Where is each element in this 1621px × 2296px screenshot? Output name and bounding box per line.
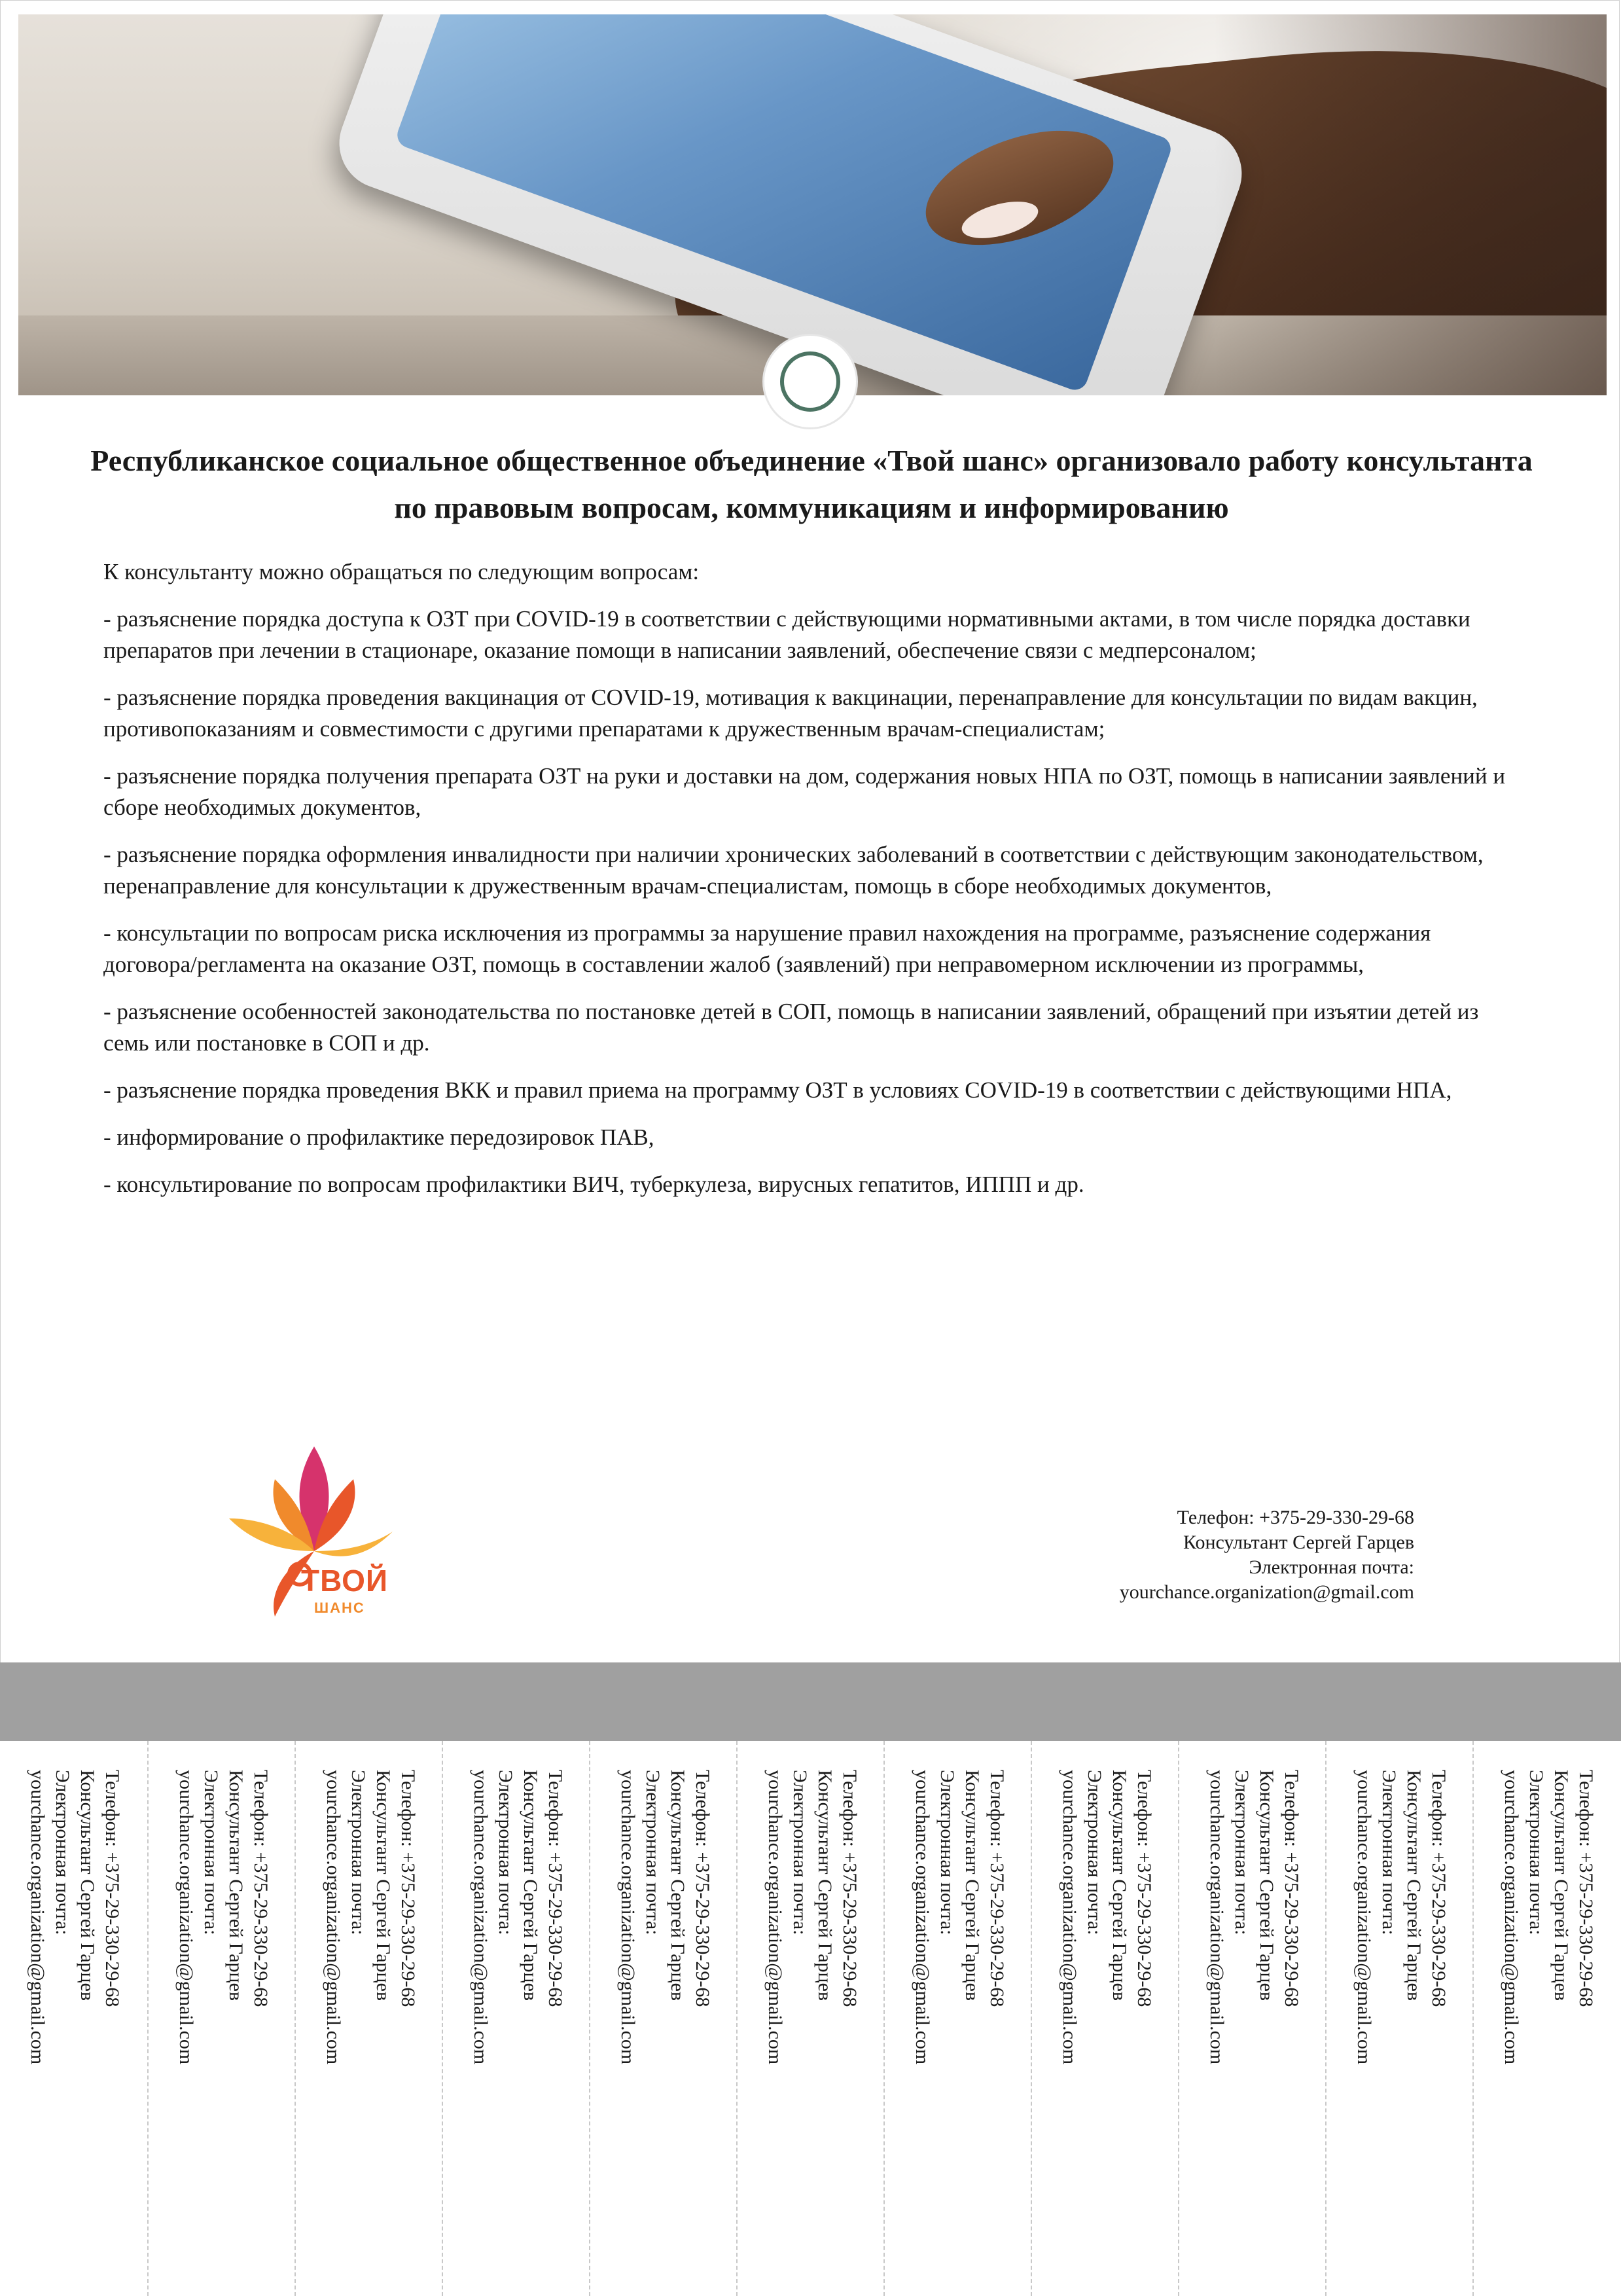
circle-ornament-ring	[780, 351, 840, 412]
tear-off-tab[interactable]	[147, 1741, 294, 2296]
tab-phone: Телефон: +375-29-330-29-68	[1428, 1770, 1450, 2007]
tab-phone: Телефон: +375-29-330-29-68	[397, 1770, 419, 2007]
tab-consultant: Консультант Сергей Гарцев	[225, 1770, 247, 2001]
contact-phone: Телефон: +375-29-330-29-68	[1177, 1507, 1414, 1528]
tab-phone: Телефон: +375-29-330-29-68	[1575, 1770, 1597, 2007]
tear-off-tab[interactable]	[0, 1741, 147, 2296]
intro-text: К консультанту можно обращаться по следующим вопросам:	[103, 559, 700, 584]
tab-email: yourchance.organization@gmail.com	[617, 1770, 639, 2065]
list-item: - разъяснение порядка проведения ВКК и правил приема на программу ОЗТ в условиях COVID-19 в соответствии с действующими НПА,	[103, 1077, 1452, 1103]
logo-wordmark: ТВОЙ	[301, 1564, 389, 1598]
tab-email-label: Электронная почта:	[495, 1770, 516, 1935]
tear-off-tab[interactable]	[1325, 1741, 1472, 2296]
tab-consultant: Консультант Сергей Гарцев	[667, 1770, 688, 2001]
tab-consultant: Консультант Сергей Гарцев	[520, 1770, 541, 2001]
tab-phone: Телефон: +375-29-330-29-68	[101, 1770, 123, 2007]
tear-off-tab[interactable]	[589, 1741, 736, 2296]
tab-email-label: Электронная почта:	[789, 1770, 811, 1935]
contact-consultant: Консультант Сергей Гарцев	[1183, 1532, 1414, 1553]
list-item: - разъяснение порядка оформления инвалидности при наличии хронических заболеваний в соответствии с действующим законодательством, перенаправление для консультации к дружественным врачам-специалистам, помощь в сборе необходимых документов,	[103, 842, 1484, 899]
tab-consultant: Консультант Сергей Гарцев	[77, 1770, 98, 2001]
tab-phone: Телефон: +375-29-330-29-68	[692, 1770, 713, 2007]
tab-email-label: Электронная почта:	[1525, 1770, 1547, 1935]
tab-email-label: Электронная почта:	[1378, 1770, 1400, 1935]
page-title: Республиканское социальное общественное объединение «Твой шанс» организовало работу консультанта по правовым вопросам, коммуникациям и информированию	[90, 444, 1533, 524]
tab-email-label: Электронная почта:	[347, 1770, 369, 1935]
tab-email: yourchance.organization@gmail.com	[1059, 1770, 1080, 2065]
logo-subtitle: ШАНС	[314, 1600, 365, 1616]
tab-consultant: Консультант Сергей Гарцев	[814, 1770, 836, 2001]
tab-email: yourchance.organization@gmail.com	[1206, 1770, 1228, 2065]
tear-off-tab[interactable]	[883, 1741, 1030, 2296]
tab-consultant: Консультант Сергей Гарцев	[372, 1770, 394, 2001]
tear-off-tabs	[0, 1741, 1621, 2296]
contact-block	[1120, 1505, 1414, 1605]
tab-email-label: Электронная почта:	[52, 1770, 73, 1935]
tab-email: yourchance.organization@gmail.com	[764, 1770, 786, 2065]
list-item: - разъяснение порядка доступа к ОЗТ при COVID-19 в соответствии с действующими нормативными актами, в том числе порядка доставки препаратов при лечении в стационаре, оказание помощи в написании заявлений, обеспечение связи с медперсоналом;	[103, 606, 1470, 663]
contact-email[interactable]: yourchance.organization@gmail.com	[1119, 1581, 1414, 1603]
tear-off-tab[interactable]	[442, 1741, 588, 2296]
list-item: - консультирование по вопросам профилактики ВИЧ, туберкулеза, вирусных гепатитов, ИППП и др.	[103, 1172, 1084, 1197]
body-text	[103, 556, 1523, 1216]
tab-email: yourchance.organization@gmail.com	[1501, 1770, 1522, 2065]
tab-phone: Телефон: +375-29-330-29-68	[544, 1770, 566, 2007]
tab-email: yourchance.organization@gmail.com	[175, 1770, 197, 2065]
tab-consultant: Консультант Сергей Гарцев	[1109, 1770, 1130, 2001]
contact-email-label: Электронная почта:	[1249, 1556, 1414, 1578]
tab-consultant: Консультант Сергей Гарцев	[1550, 1770, 1572, 2001]
tab-email-label: Электронная почта:	[1084, 1770, 1105, 1935]
tab-phone: Телефон: +375-29-330-29-68	[1281, 1770, 1302, 2007]
tab-phone: Телефон: +375-29-330-29-68	[839, 1770, 861, 2007]
tear-off-tab[interactable]	[736, 1741, 883, 2296]
tear-off-tab[interactable]	[294, 1741, 441, 2296]
list-item: - информирование о профилактике передозировок ПАВ,	[103, 1124, 654, 1150]
tab-email-label: Электронная почта:	[936, 1770, 958, 1935]
tear-off-tab[interactable]	[1472, 1741, 1619, 2296]
tab-email-label: Электронная почта:	[1231, 1770, 1253, 1935]
tab-phone: Телефон: +375-29-330-29-68	[250, 1770, 272, 2007]
list-item: - разъяснение порядка проведения вакцинация от COVID-19, мотивация к вакцинации, перенаправление для консультации по видам вакцин, противопоказаниям и совместимости с другими препаратами к дружественным врачам-специалистам;	[103, 685, 1478, 742]
tab-consultant: Консультант Сергей Гарцев	[1256, 1770, 1277, 2001]
topics-list	[103, 603, 1523, 1200]
tab-email: yourchance.organization@gmail.com	[1353, 1770, 1375, 2065]
tab-email: yourchance.organization@gmail.com	[470, 1770, 491, 2065]
tab-phone: Телефон: +375-29-330-29-68	[986, 1770, 1008, 2007]
circle-ornament	[762, 334, 858, 429]
organization-logo	[223, 1440, 406, 1636]
tab-email-label: Электронная почта:	[642, 1770, 664, 1935]
tab-email: yourchance.organization@gmail.com	[27, 1770, 48, 2065]
tab-phone: Телефон: +375-29-330-29-68	[1133, 1770, 1155, 2007]
list-item: - консультации по вопросам риска исключения из программы за нарушение правил нахождения на программе, разъяснение содержания договора/регламента на оказание ОЗТ, помощь в составлении жалоб (заявлений) при неправомерном исключении из программы,	[103, 920, 1431, 977]
list-item: - разъяснение порядка получения препарата ОЗТ на руки и доставки на дом, содержания новых НПА по ОЗТ, помощь в написании заявлений и сборе необходимых документов,	[103, 763, 1506, 820]
tab-email: yourchance.organization@gmail.com	[323, 1770, 344, 2065]
tab-consultant: Консультант Сергей Гарцев	[961, 1770, 983, 2001]
tab-email: yourchance.organization@gmail.com	[912, 1770, 933, 2065]
hero-shadow	[1214, 14, 1607, 395]
tab-consultant: Консультант Сергей Гарцев	[1403, 1770, 1425, 2001]
tear-off-band	[0, 1662, 1621, 1741]
tear-off-tab[interactable]	[1178, 1741, 1325, 2296]
list-item: - разъяснение особенностей законодательства по постановке детей в СОП, помощь в написании заявлений, обращений при изъятии детей из семь или постановке в СОП и др.	[103, 999, 1479, 1056]
tear-off-tab[interactable]	[1031, 1741, 1177, 2296]
tab-email-label: Электронная почта:	[200, 1770, 222, 1935]
